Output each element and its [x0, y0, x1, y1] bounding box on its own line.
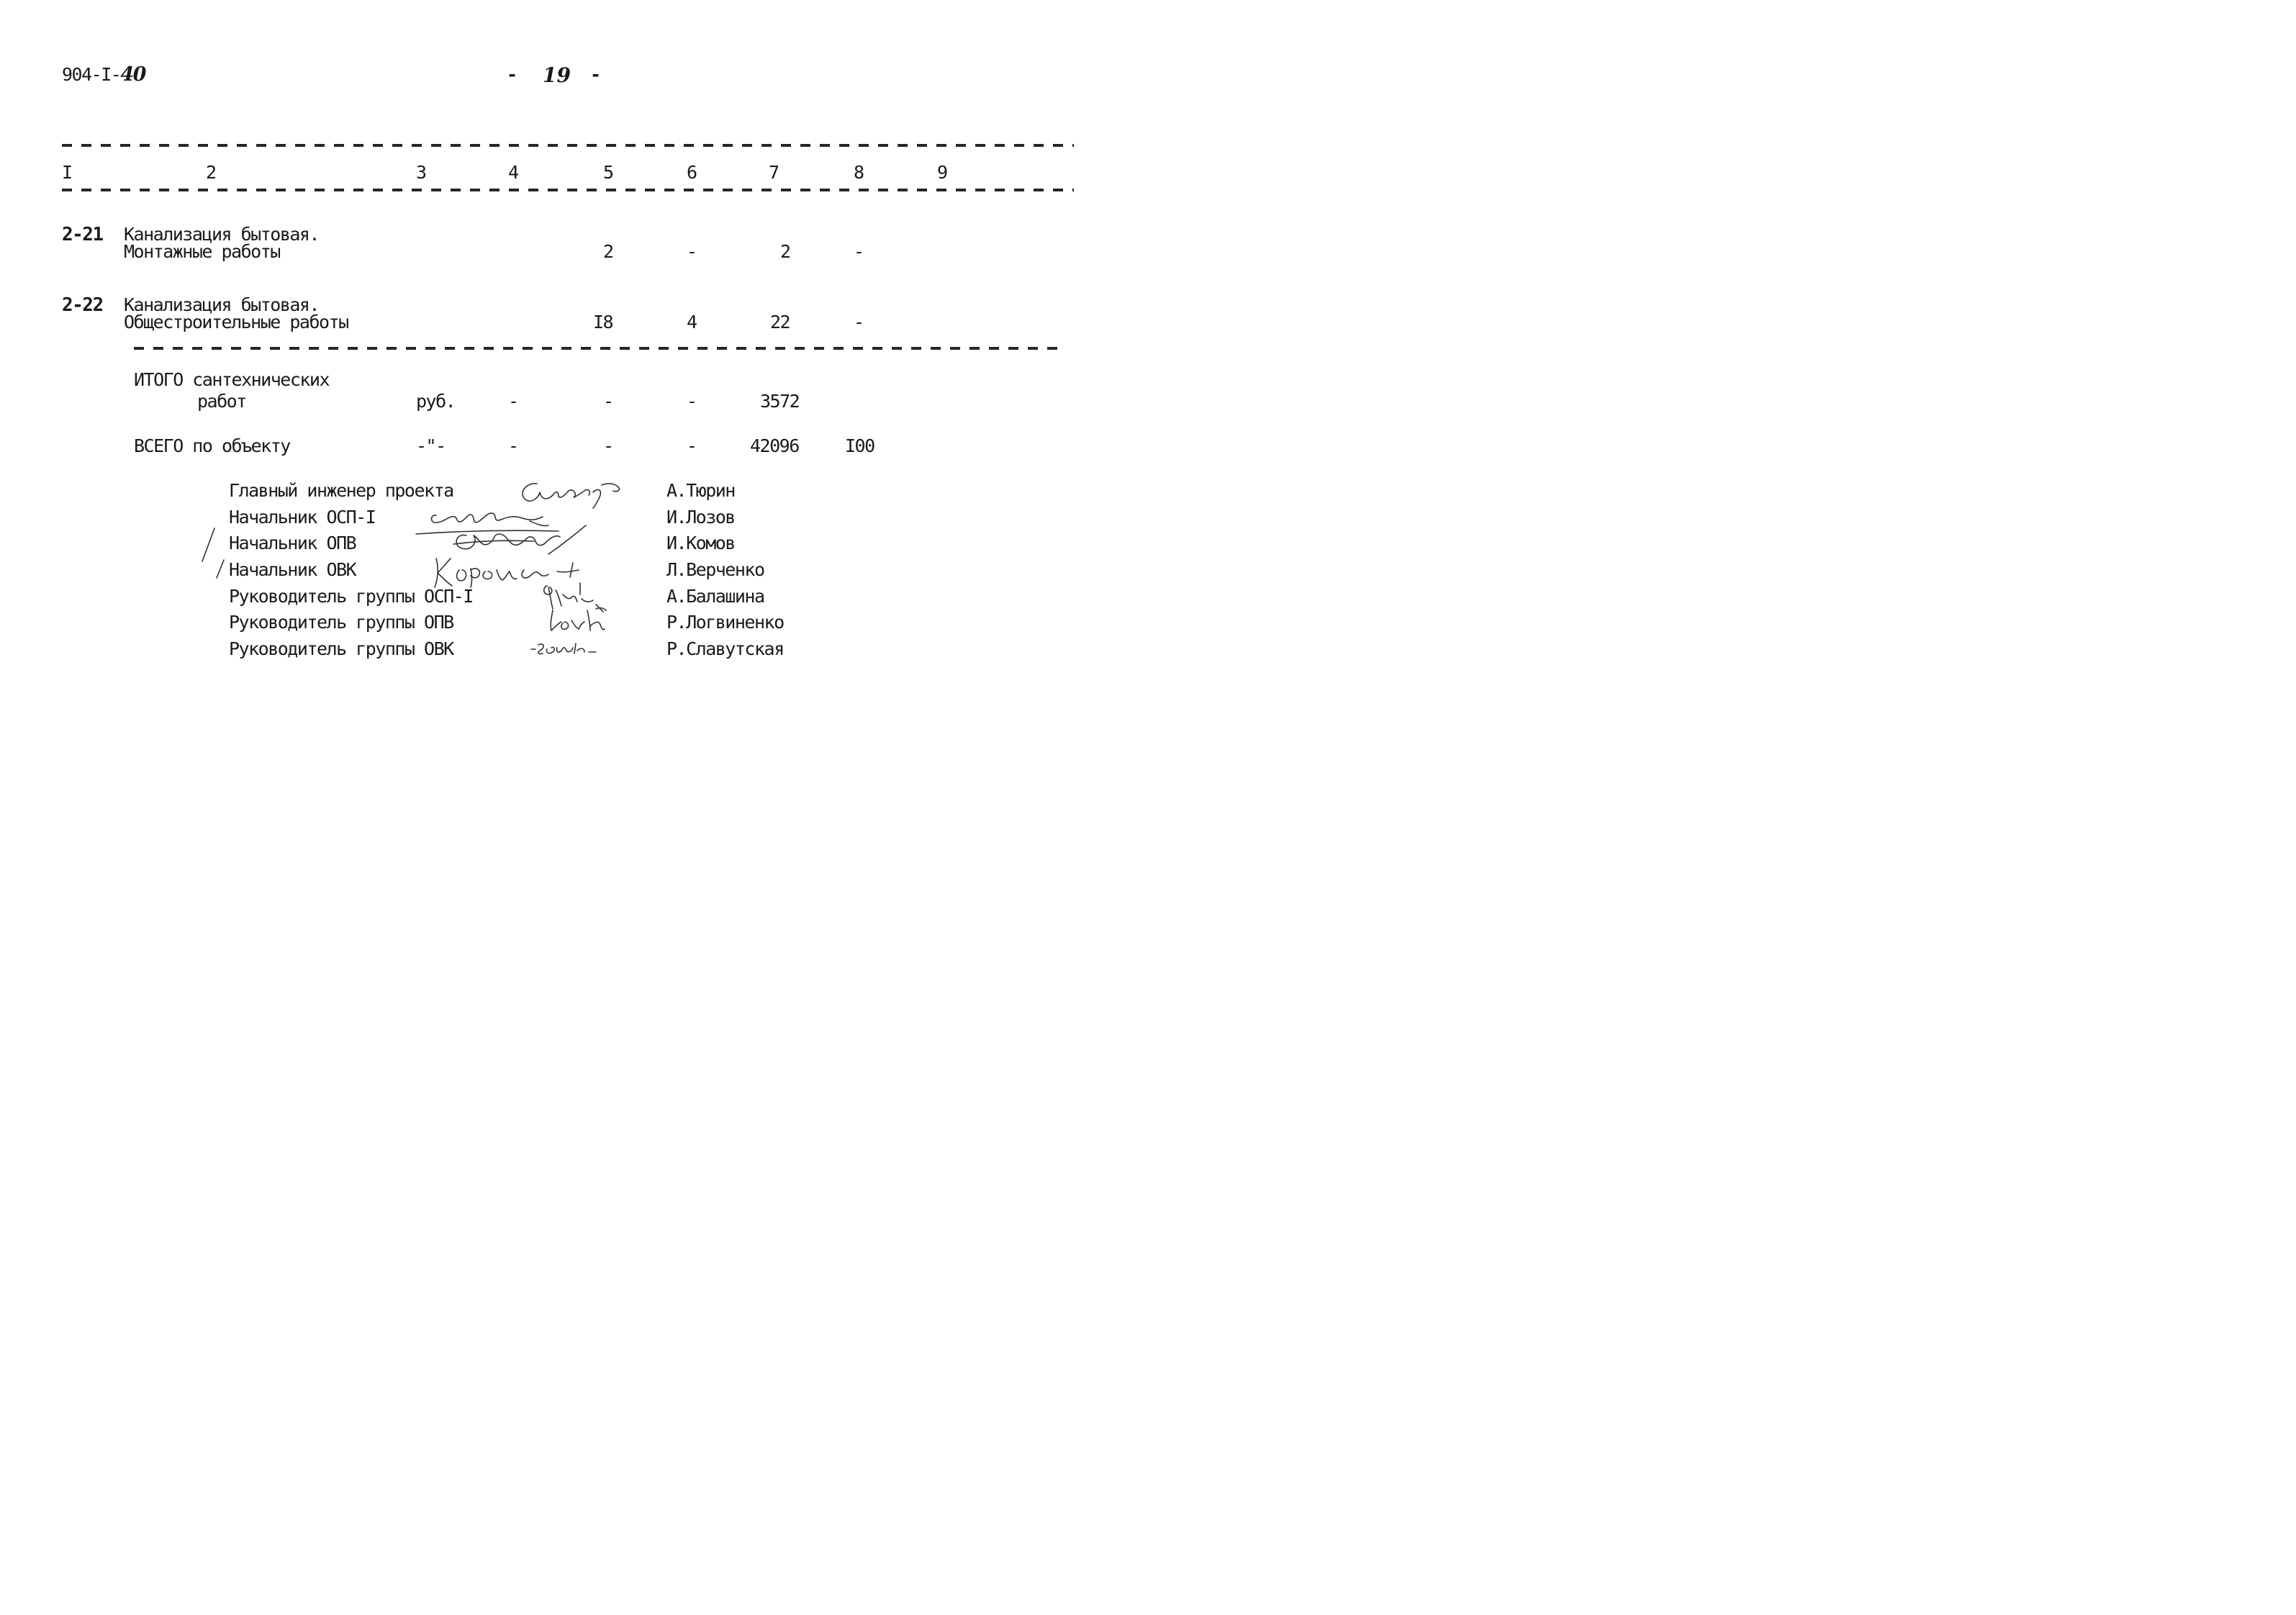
- column-header-2: 2: [206, 162, 216, 183]
- total-col6: -: [687, 391, 697, 412]
- signatory-position: Руководитель группы ОСП-I: [229, 586, 473, 607]
- total-unit: -"-: [416, 435, 446, 456]
- row-title: Канализация бытовая.: [124, 224, 320, 245]
- signatory-name: Р.Славутская: [666, 638, 784, 659]
- page-dash-left: -: [507, 64, 517, 85]
- table-top-rule: [62, 144, 1074, 147]
- row-col7: 2: [780, 241, 790, 262]
- column-header-3: 3: [416, 162, 426, 183]
- page-dash-right: -: [590, 64, 600, 85]
- signature-head-opv: [448, 522, 592, 558]
- table-header-rule: [62, 189, 1074, 191]
- signatory-name: А.Балашина: [666, 586, 764, 607]
- document-code: [62, 65, 145, 85]
- column-header-4: 4: [508, 162, 518, 183]
- column-header-5: 5: [603, 162, 613, 183]
- row-col7: 22: [770, 312, 790, 332]
- column-header-6: 6: [687, 162, 697, 183]
- document-code-handwritten: 40: [120, 63, 145, 86]
- total-col8: I00: [845, 435, 874, 456]
- signatory-name: Л.Верченко: [666, 559, 764, 580]
- signatory-name: Р.Логвиненко: [666, 612, 784, 633]
- row-col5: I8: [593, 312, 613, 332]
- column-header-1: I: [62, 162, 72, 183]
- row-subtitle: Монтажные работы: [124, 241, 280, 262]
- totals-rule: [134, 347, 1065, 350]
- total-col4: -: [508, 435, 518, 456]
- signatory-position: Начальник ОПВ: [229, 533, 356, 553]
- column-header-9: 9: [937, 162, 947, 183]
- total-label-cont: работ: [197, 391, 246, 412]
- row-number: 2-22: [62, 294, 103, 316]
- signatory-name: И.Комов: [666, 533, 735, 553]
- row-col8: -: [854, 312, 864, 332]
- total-col5: -: [603, 391, 613, 412]
- margin-slash-mark: [214, 558, 226, 580]
- total-col7: 3572: [760, 391, 800, 412]
- column-header-8: 8: [854, 162, 864, 183]
- row-subtitle: Общестроительные работы: [124, 312, 348, 332]
- document-code-typed: 904-I-: [62, 64, 121, 85]
- row-col6: -: [687, 241, 697, 262]
- total-col6: -: [687, 435, 697, 456]
- signature-group-lead-ovk: [530, 638, 602, 659]
- total-label: ВСЕГО по объекту: [134, 435, 290, 456]
- total-col4: -: [508, 391, 518, 412]
- total-label: ИТОГО сантехнических: [134, 369, 330, 390]
- row-number: 2-21: [62, 224, 103, 245]
- signatory-position: Главный инженер проекта: [229, 480, 453, 501]
- signatory-name: А.Тюрин: [666, 480, 735, 501]
- row-col6: 4: [687, 312, 697, 332]
- row-title: Канализация бытовая.: [124, 294, 320, 315]
- signatory-position: Начальник ОСП-I: [229, 507, 376, 528]
- total-unit: руб.: [416, 391, 456, 412]
- signatory-position: Начальник ОВК: [229, 559, 356, 580]
- signatory-position: Руководитель группы ОПВ: [229, 612, 453, 633]
- row-col5: 2: [603, 241, 613, 262]
- signatory-name: И.Лозов: [666, 507, 735, 528]
- page-number: 19: [543, 63, 571, 87]
- total-col5: -: [603, 435, 613, 456]
- column-header-7: 7: [769, 162, 779, 183]
- total-col7: 42096: [750, 435, 799, 456]
- signatory-position: Руководитель группы ОВК: [229, 638, 453, 659]
- signature-group-lead-opv: [546, 605, 610, 636]
- row-col8: -: [854, 241, 864, 262]
